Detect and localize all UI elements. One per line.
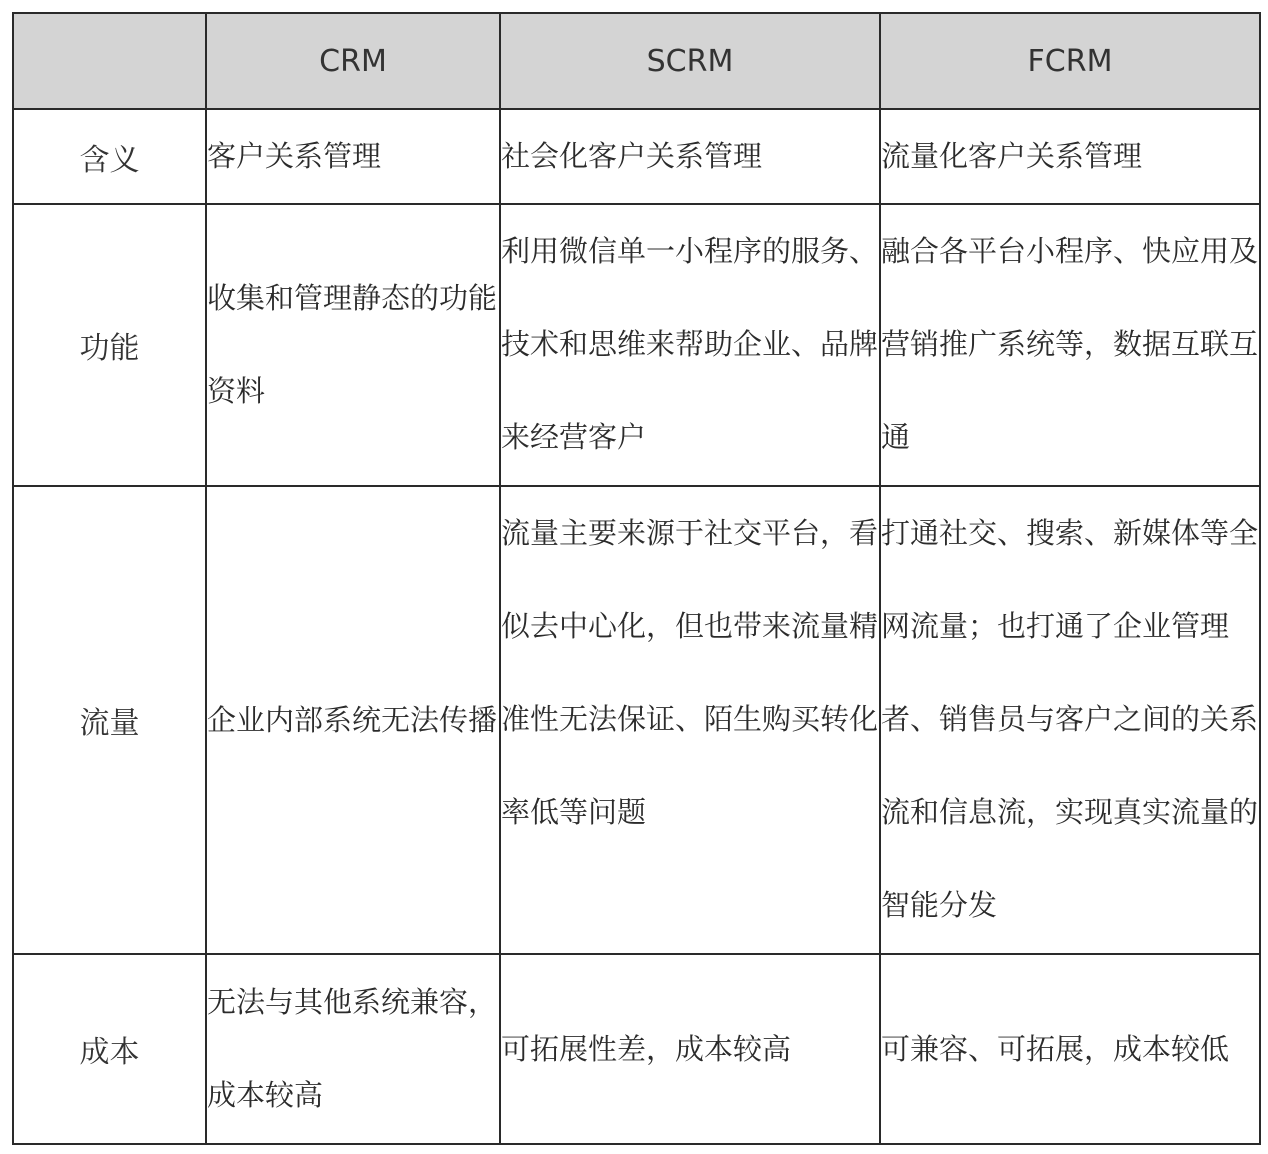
row-label: 含义 xyxy=(13,109,206,204)
crm-cell: 无法与其他系统兼容，成本较高 xyxy=(206,954,500,1144)
fcrm-cell: 可兼容、可拓展，成本较低 xyxy=(880,954,1260,1144)
table-row xyxy=(13,109,1260,204)
row-label: 功能 xyxy=(13,204,206,486)
header-cell-crm: CRM xyxy=(206,13,500,109)
table-row xyxy=(13,486,1260,954)
scrm-cell: 可拓展性差，成本较高 xyxy=(500,954,880,1144)
header-cell-empty xyxy=(13,13,206,109)
fcrm-cell: 融合各平台小程序、快应用及营销推广系统等，数据互联互通 xyxy=(880,204,1260,486)
row-label: 流量 xyxy=(13,486,206,954)
table-row xyxy=(13,954,1260,1144)
crm-cell: 客户关系管理 xyxy=(206,109,500,204)
comparison-table xyxy=(12,12,1261,1145)
table-row xyxy=(13,204,1260,486)
row-label: 成本 xyxy=(13,954,206,1144)
scrm-cell: 利用微信单一小程序的服务、技术和思维来帮助企业、品牌来经营客户 xyxy=(500,204,880,486)
header-cell-fcrm: FCRM xyxy=(880,13,1260,109)
header-row xyxy=(13,13,1260,109)
fcrm-cell: 打通社交、搜索、新媒体等全网流量；也打通了企业管理者、销售员与客户之间的关系流和信息流，实现真实流量的智能分发 xyxy=(880,486,1260,954)
crm-cell: 企业内部系统无法传播 xyxy=(206,486,500,954)
crm-cell: 收集和管理静态的功能资料 xyxy=(206,204,500,486)
header-cell-scrm: SCRM xyxy=(500,13,880,109)
scrm-cell: 流量主要来源于社交平台，看似去中心化，但也带来流量精准性无法保证、陌生购买转化率低等问题 xyxy=(500,486,880,954)
scrm-cell: 社会化客户关系管理 xyxy=(500,109,880,204)
fcrm-cell: 流量化客户关系管理 xyxy=(880,109,1260,204)
